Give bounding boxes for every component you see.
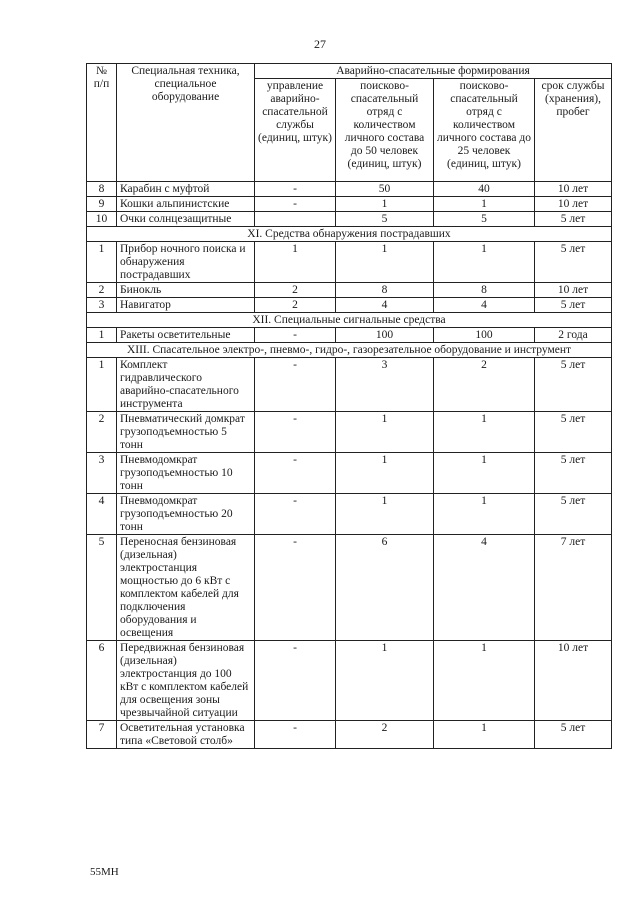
section-row [87, 343, 612, 358]
row-value-b: 1 [336, 242, 434, 283]
row-service-life: 5 лет [535, 721, 612, 749]
row-number: 5 [87, 535, 117, 641]
row-service-life: 5 лет [535, 453, 612, 494]
equipment-table [86, 63, 612, 749]
row-value-b: 6 [336, 535, 434, 641]
row-value-b: 100 [336, 328, 434, 343]
table-row [87, 412, 612, 453]
header-col-d: срок службы (хранения), пробег [535, 79, 612, 182]
row-service-life: 7 лет [535, 535, 612, 641]
row-number: 1 [87, 242, 117, 283]
row-number: 1 [87, 328, 117, 343]
table-row [87, 242, 612, 283]
row-value-b: 1 [336, 494, 434, 535]
row-service-life: 5 лет [535, 212, 612, 227]
row-value-a: - [255, 412, 336, 453]
row-equipment-name: Навигатор [117, 298, 255, 313]
row-value-a: - [255, 182, 336, 197]
row-value-a [255, 212, 336, 227]
table-row [87, 494, 612, 535]
row-number: 1 [87, 358, 117, 412]
row-service-life: 5 лет [535, 358, 612, 412]
row-service-life: 5 лет [535, 242, 612, 283]
row-number: 2 [87, 283, 117, 298]
table-row [87, 721, 612, 749]
row-value-c: 4 [434, 298, 535, 313]
row-value-a: - [255, 197, 336, 212]
row-value-b: 1 [336, 453, 434, 494]
page-number: 27 [314, 37, 326, 51]
row-value-b: 1 [336, 641, 434, 721]
row-number: 9 [87, 197, 117, 212]
row-value-b: 3 [336, 358, 434, 412]
row-number: 8 [87, 182, 117, 197]
section-row [87, 313, 612, 328]
table-row [87, 535, 612, 641]
row-number: 3 [87, 453, 117, 494]
row-service-life: 10 лет [535, 641, 612, 721]
section-title: XII. Специальные сигнальные средства [87, 313, 612, 328]
row-service-life: 2 года [535, 328, 612, 343]
row-value-b: 50 [336, 182, 434, 197]
row-value-c: 2 [434, 358, 535, 412]
row-value-c: 5 [434, 212, 535, 227]
row-equipment-name: Кошки альпинистские [117, 197, 255, 212]
header-col-c: поисково-спасательный отряд с количеством личного состава до 25 человек (единиц, штук) [434, 79, 535, 182]
row-service-life: 5 лет [535, 298, 612, 313]
row-equipment-name: Ракеты осветительные [117, 328, 255, 343]
row-equipment-name: Прибор ночного поиска и обнаружения пострадавших [117, 242, 255, 283]
row-value-b: 2 [336, 721, 434, 749]
row-value-c: 4 [434, 535, 535, 641]
row-value-c: 1 [434, 494, 535, 535]
row-equipment-name: Комплект гидравлического аварийно-спасательного инструмента [117, 358, 255, 412]
table-row [87, 197, 612, 212]
row-value-c: 40 [434, 182, 535, 197]
table-row [87, 453, 612, 494]
row-value-b: 4 [336, 298, 434, 313]
header-col-b: поисково-спасательный отряд с количеством личного состава до 50 человек (единиц, штук) [336, 79, 434, 182]
row-value-a: 1 [255, 242, 336, 283]
row-number: 6 [87, 641, 117, 721]
table-body [87, 182, 612, 749]
row-service-life: 5 лет [535, 412, 612, 453]
row-value-a: - [255, 453, 336, 494]
row-service-life: 10 лет [535, 197, 612, 212]
row-equipment-name: Бинокль [117, 283, 255, 298]
row-value-c: 1 [434, 641, 535, 721]
row-value-c: 8 [434, 283, 535, 298]
row-equipment-name: Переносная бензиновая (дизельная) электростанция мощностью до 6 кВт с комплектом кабелей для подключения оборудования и освещения [117, 535, 255, 641]
row-value-a: - [255, 641, 336, 721]
row-equipment-name: Пневмодомкрат грузоподъемностью 10 тонн [117, 453, 255, 494]
row-value-c: 1 [434, 197, 535, 212]
row-number: 10 [87, 212, 117, 227]
row-value-c: 1 [434, 412, 535, 453]
table-row [87, 182, 612, 197]
row-value-b: 1 [336, 197, 434, 212]
section-title: XIII. Спасательное электро-, пневмо-, гидро-, газорезательное оборудование и инструмент [87, 343, 612, 358]
header-equipment: Специальная техника, специальное оборудование [117, 64, 255, 182]
table-row [87, 641, 612, 721]
header-num: № п/п [87, 64, 117, 182]
row-value-c: 1 [434, 453, 535, 494]
row-value-c: 1 [434, 242, 535, 283]
row-value-a: - [255, 535, 336, 641]
header-col-a: управление аварийно-спасательной службы (единиц, штук) [255, 79, 336, 182]
row-value-c: 100 [434, 328, 535, 343]
table-row [87, 358, 612, 412]
row-equipment-name: Пневмодомкрат грузоподъемностью 20 тонн [117, 494, 255, 535]
row-equipment-name: Пневматический домкрат грузоподъемностью 5 тонн [117, 412, 255, 453]
row-value-b: 5 [336, 212, 434, 227]
row-equipment-name: Осветительная установка типа «Световой столб» [117, 721, 255, 749]
row-value-a: - [255, 358, 336, 412]
table-row [87, 328, 612, 343]
row-number: 3 [87, 298, 117, 313]
row-value-a: 2 [255, 298, 336, 313]
footer-code: 55МН [90, 866, 119, 878]
row-number: 2 [87, 412, 117, 453]
row-value-a: - [255, 721, 336, 749]
row-value-a: - [255, 328, 336, 343]
row-service-life: 5 лет [535, 494, 612, 535]
row-equipment-name: Передвижная бензиновая (дизельная) электростанция до 100 кВт с комплектом кабелей для освещения зоны чрезвычайной ситуации [117, 641, 255, 721]
section-title: XI. Средства обнаружения пострадавших [87, 227, 612, 242]
row-value-b: 8 [336, 283, 434, 298]
row-equipment-name: Очки солнцезащитные [117, 212, 255, 227]
row-number: 7 [87, 721, 117, 749]
row-value-b: 1 [336, 412, 434, 453]
row-number: 4 [87, 494, 117, 535]
row-value-c: 1 [434, 721, 535, 749]
row-service-life: 10 лет [535, 283, 612, 298]
header-group-title: Аварийно-спасательные формирования [255, 64, 612, 79]
table-row [87, 283, 612, 298]
row-service-life: 10 лет [535, 182, 612, 197]
row-value-a: 2 [255, 283, 336, 298]
section-row [87, 227, 612, 242]
table-row [87, 298, 612, 313]
table-row [87, 212, 612, 227]
row-value-a: - [255, 494, 336, 535]
row-equipment-name: Карабин с муфтой [117, 182, 255, 197]
